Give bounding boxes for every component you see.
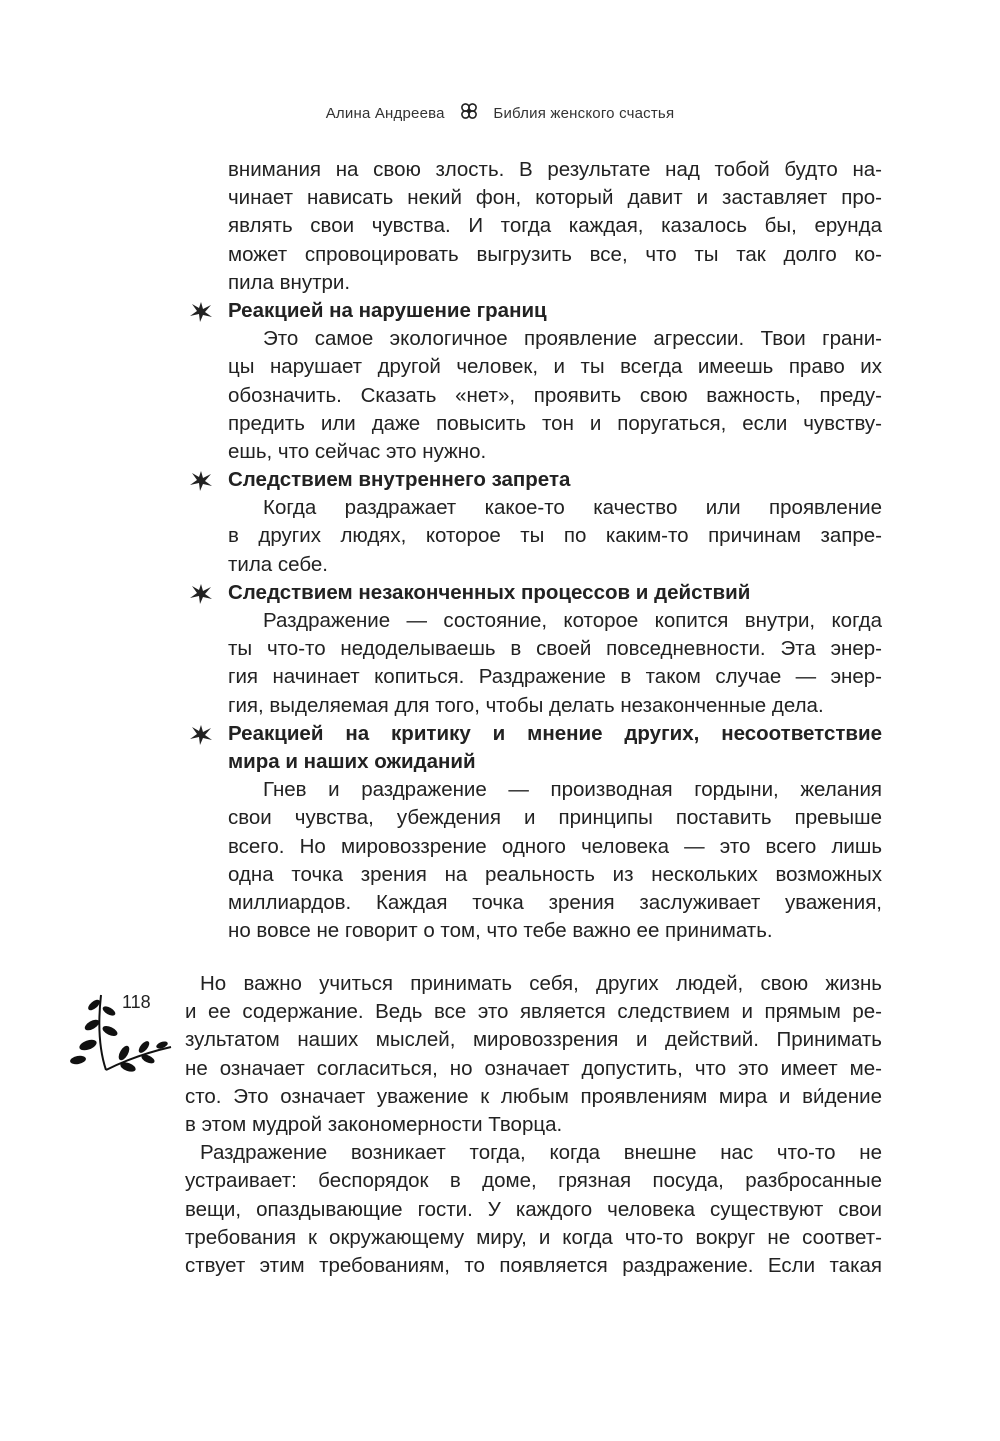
- bullet-body-line: гия начинает копиться. Раздражение в таком случае — энер-: [228, 665, 882, 689]
- paragraph-line: в этом мудрой закономерности Творца.: [185, 1112, 563, 1136]
- paragraph-line: вещи, опаздывающие гости. У каждого человека существуют свои: [185, 1197, 882, 1221]
- paragraph-line: зультатом наших мыслей, мировоззрения и действий. Принимать: [185, 1028, 882, 1052]
- bullet-body-line: гия, выделяемая для того, чтобы делать незаконченные дела.: [228, 693, 824, 717]
- bullet-body-line: Гнев и раздражение — производная гордыни, желания: [263, 778, 882, 802]
- bullet-body-line: ты что-то недоделываешь в своей повседневности. Эта энер-: [228, 637, 882, 661]
- bullet-body-line: в других людях, которое ты по каким-то причинам запре-: [228, 524, 882, 548]
- page-paragraphs: [185, 970, 882, 1280]
- bullet-heading: Реакцией на критику и мнение других, несоответствие: [228, 720, 882, 748]
- paragraph-line: не означает согласиться, но означает допустить, что это имеет ме-: [185, 1056, 882, 1080]
- page-body: [228, 156, 882, 945]
- bullet-body-line: цы нарушает другой человек, и ты всегда имеешь право их: [228, 355, 882, 379]
- paragraph-line: требования к окружающему миру, и когда что-то вокруг не соответ-: [185, 1225, 882, 1249]
- text-line: чинает нависать некий фон, который давит и заставляет про-: [228, 186, 882, 210]
- paragraph-line: ствует этим требованиям, то появляется раздражение. Если такая: [185, 1253, 882, 1277]
- bullet-body-line: тила себе.: [228, 552, 328, 576]
- star-bullet-icon: [190, 471, 212, 491]
- paragraph-line: устраивает: беспорядок в доме, грязная посуда, разбросанные: [185, 1169, 882, 1193]
- text-line: являть свои чувства. И тогда каждая, казалось бы, ерунда: [228, 214, 882, 238]
- bullet-heading: Реакцией на нарушение границ: [228, 297, 882, 325]
- bullet-body-line: ешь, что сейчас это нужно.: [228, 439, 487, 463]
- bullet-body-line: Раздражение — состояние, которое копится внутри, когда: [263, 609, 882, 632]
- page-number: 118: [122, 992, 151, 1012]
- star-bullet-icon: [190, 302, 212, 322]
- paragraph-line: и ее содержание. Ведь все это является следствием и прямым ре-: [185, 1000, 882, 1024]
- text-line: может спровоцировать выгрузить все, что ты так долго ко-: [228, 242, 882, 266]
- bullet-body-line: миллиардов. Каждая точка зрения заслуживает уважения,: [228, 890, 882, 914]
- bullet-body-line: одна точка зрения на реальность из нескольких возможных: [228, 862, 882, 886]
- bullet-heading: Следствием внутреннего запрета: [228, 466, 882, 494]
- star-bullet-icon: [190, 725, 212, 745]
- bullet-body-line: свои чувства, убеждения и принципы поставить превыше: [228, 806, 882, 830]
- paragraph-line: Но важно учиться принимать себя, других людей, свою жизнь: [200, 972, 882, 995]
- text-line: пила внутри.: [228, 270, 351, 294]
- bullet-heading: мира и наших ожиданий: [228, 749, 476, 773]
- header-author: Алина Андреева: [325, 105, 445, 122]
- bullet-body-line: но вовсе не говорит о том, что тебе важно ее принимать.: [228, 919, 773, 943]
- paragraph-line: Раздражение возникает тогда, когда внешне нас что-то не: [200, 1141, 882, 1165]
- paragraph-line: сто. Это означает уважение к любым проявлениям мира и ви́дение: [185, 1084, 882, 1108]
- leaf-ornament-icon: [66, 985, 176, 1080]
- bullet-heading: Следствием незаконченных процессов и действий: [228, 579, 882, 607]
- bullet-body-line: предить или даже повысить тон и поругаться, если чувству-: [228, 411, 882, 435]
- star-bullet-icon: [190, 584, 212, 604]
- text-line: внимания на свою злость. В результате над тобой будто на-: [228, 158, 882, 181]
- flower-icon: [459, 101, 479, 125]
- bullet-body-line: Это самое экологичное проявление агрессии. Твои грани-: [263, 327, 882, 351]
- running-header: [0, 101, 1000, 125]
- header-title: Библия женского счастья: [493, 105, 675, 122]
- bullet-body-line: Когда раздражает какое-то качество или проявление: [263, 496, 882, 520]
- bullet-body-line: обозначить. Сказать «нет», проявить свою важность, преду-: [228, 383, 882, 407]
- bullet-body-line: всего. Но мировоззрение одного человека — это всего лишь: [228, 834, 882, 858]
